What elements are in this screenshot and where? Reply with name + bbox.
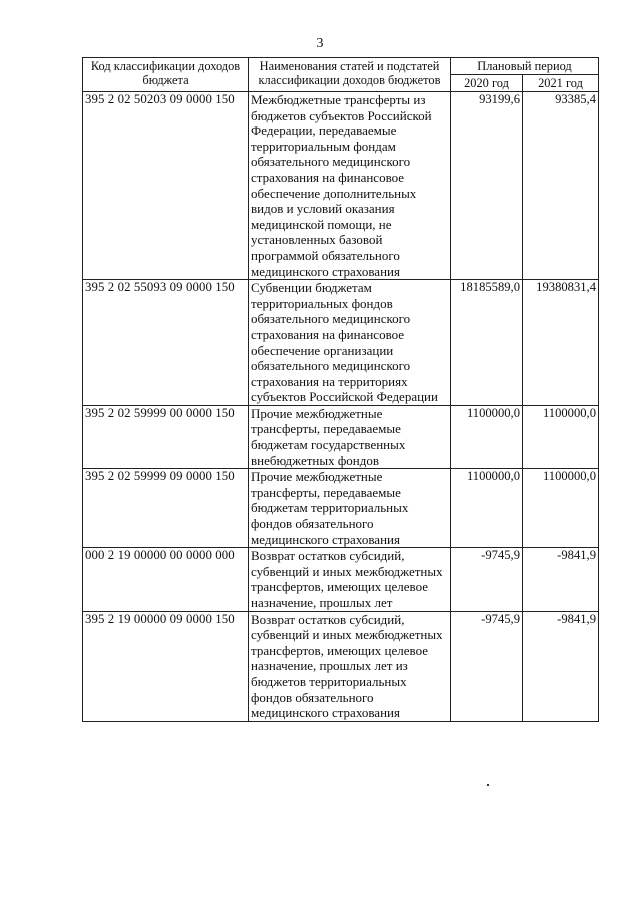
page-number: 3 [316,36,324,51]
row-value-2020: 18185589,0 [451,280,523,406]
table-row [83,548,599,611]
name-column-header: Наименования статей и подстатей классификации доходов бюджетов [249,58,451,92]
year-2021-header: 2021 год [523,75,599,92]
row-value-2020: -9745,9 [451,548,523,611]
row-name: Субвенции бюджетам территориальных фондов обязательного медицинского страхования на финансовое обеспечение организации обязательного медицинского страхования на территориях субъектов Российской Федерации [249,280,451,406]
row-code: 395 2 19 00000 09 0000 150 [83,611,249,721]
table-row [83,405,599,468]
row-code: 395 2 02 59999 00 0000 150 [83,405,249,468]
row-value-2020: 93199,6 [451,92,523,280]
row-code: 395 2 02 55093 09 0000 150 [83,280,249,406]
row-value-2021: 1100000,0 [523,405,599,468]
year-2020-header: 2020 год [451,75,523,92]
row-value-2021: -9841,9 [523,548,599,611]
row-value-2020: 1100000,0 [451,405,523,468]
table-row [83,611,599,721]
row-value-2020: 1100000,0 [451,469,523,548]
row-value-2021: 1100000,0 [523,469,599,548]
row-code: 395 2 02 50203 09 0000 150 [83,92,249,280]
row-value-2021: 93385,4 [523,92,599,280]
row-name: Межбюджетные трансферты из бюджетов субъектов Российской Федерации, передаваемые территориальным фондам обязательного медицинского страхования на финансовое обеспечение дополнительных видов и условий оказания медицинской помощи, не установленных базовой программой обязательного медицинского страхования [249,92,451,280]
row-value-2021: 19380831,4 [523,280,599,406]
scan-speck [487,784,489,786]
table-row [83,469,599,548]
code-column-header: Код классификации доходов бюджета [83,58,249,92]
revenue-table [82,57,599,722]
row-code: 000 2 19 00000 00 0000 000 [83,548,249,611]
row-value-2021: -9841,9 [523,611,599,721]
row-name: Прочие межбюджетные трансферты, передаваемые бюджетам территориальных фондов обязательного медицинского страхования [249,469,451,548]
planning-period-header: Плановый период [451,58,599,75]
row-code: 395 2 02 59999 09 0000 150 [83,469,249,548]
row-name: Возврат остатков субсидий, субвенций и иных межбюджетных трансфертов, имеющих целевое назначение, прошлых лет [249,548,451,611]
row-name: Возврат остатков субсидий, субвенций и иных межбюджетных трансфертов, имеющих целевое назначение, прошлых лет из бюджетов территориальных фондов обязательного медицинского страхования [249,611,451,721]
row-name: Прочие межбюджетные трансферты, передаваемые бюджетам государственных внебюджетных фондов [249,405,451,468]
table-row [83,280,599,406]
row-value-2020: -9745,9 [451,611,523,721]
table-row [83,92,599,280]
